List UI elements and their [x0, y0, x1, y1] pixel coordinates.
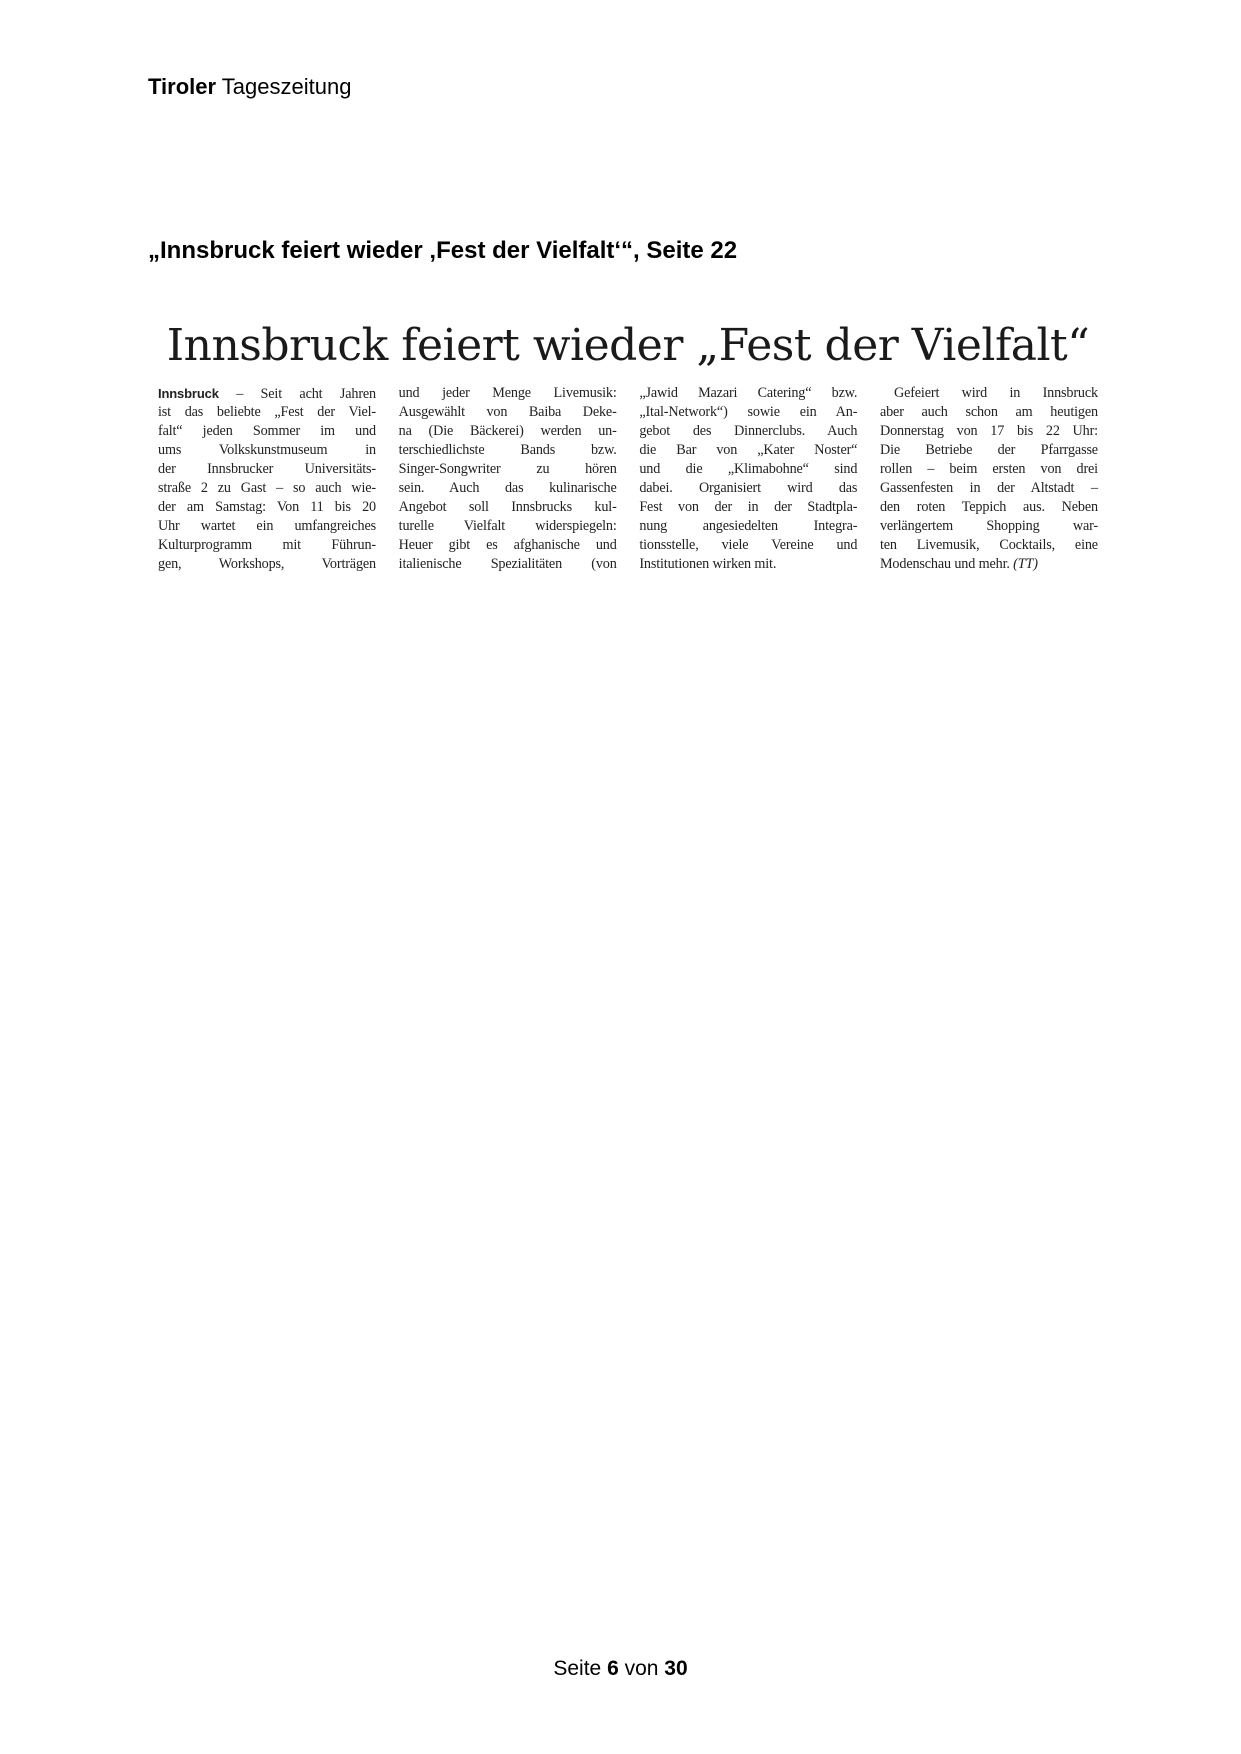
article-columns [158, 384, 1098, 574]
article-column-1 [158, 384, 376, 574]
text-line: der am Samstag: Von 11 bis 20 [158, 499, 376, 515]
article-reference: „Innsbruck feiert wieder ‚Fest der Vielfalt‘“, Seite 22 [148, 237, 738, 264]
text-line: „Jawid Mazari Catering“ bzw. [639, 385, 858, 401]
dateline: Innsbruck [158, 386, 219, 401]
newspaper-clipping [158, 318, 1098, 574]
text-line: falt“ jeden Sommer im und [158, 423, 376, 439]
text-line [880, 555, 1098, 574]
text-line: sein. Auch das kulinarische [398, 480, 617, 496]
text-line: Die Betriebe der Pfarrgasse [879, 442, 1098, 458]
text-line: turelle Vielfalt widerspiegeln: [398, 518, 617, 534]
text-line: der Innsbrucker Universitäts- [158, 461, 376, 477]
clipping-headline: Innsbruck feiert wieder „Fest der Vielfalt“ [166, 320, 1090, 371]
text-line: „Ital-Network“) sowie ein An- [639, 404, 858, 420]
text-line: Singer-Songwriter zu hören [398, 461, 617, 477]
article-column-3 [639, 384, 857, 574]
text-line: nung angesiedelten Integra- [639, 518, 858, 534]
text-line: ums Volkskunstmuseum in [158, 442, 376, 458]
text-line: rollen – beim ersten von drei [879, 461, 1098, 477]
publication-name-bold: Tiroler [148, 74, 217, 99]
text-line: Institutionen wirken mit. [639, 556, 777, 572]
text-line: Angebot soll Innsbrucks kul- [398, 499, 617, 515]
text-line: und die „Klimabohne“ sind [639, 461, 858, 477]
text-line: ten Livemusik, Cocktails, eine [879, 537, 1098, 553]
page-number [0, 1656, 1241, 1682]
text-line: gen, Workshops, Vorträgen [158, 556, 376, 572]
text-fragment: Modenschau und mehr. [879, 556, 1010, 572]
text-line: den roten Teppich aus. Neben [879, 499, 1098, 515]
text-line: straße 2 zu Gast – so auch wie- [158, 480, 376, 496]
text-line: Ausgewählt von Baiba Deke- [398, 404, 617, 420]
text-line: italienische Spezialitäten (von [398, 556, 617, 572]
text-line [158, 384, 376, 403]
page-separator: von [624, 1657, 659, 1680]
text-line: ist das beliebte „Fest der Viel- [158, 404, 376, 420]
text-line: tionsstelle, viele Vereine und [639, 537, 858, 553]
text-line: und jeder Menge Livemusik: [398, 385, 617, 401]
current-page: 6 [607, 1657, 619, 1680]
text-line: Uhr wartet ein umfangreiches [158, 518, 376, 534]
text-line: Gefeiert wird in Innsbruck [893, 385, 1098, 401]
text-line: Donnerstag von 17 bis 22 Uhr: [879, 423, 1098, 439]
total-pages: 30 [664, 1657, 688, 1680]
text-line: dabei. Organisiert wird das [639, 480, 858, 496]
page-prefix: Seite [553, 1657, 602, 1680]
article-column-4 [880, 384, 1098, 574]
publication-name [148, 74, 351, 100]
text-line: terschiedlichste Bands bzw. [398, 442, 617, 458]
source-tag: (TT) [1013, 556, 1038, 572]
text-line: verlängertem Shopping war- [879, 518, 1098, 534]
text-line: gebot des Dinnerclubs. Auch [639, 423, 858, 439]
text-line: Heuer gibt es afghanische und [398, 537, 617, 553]
text-line: na (Die Bäckerei) werden un- [398, 423, 617, 439]
publication-name-rest: Tageszeitung [221, 74, 352, 99]
text-line: die Bar von „Kater Noster“ [639, 442, 858, 458]
text-line: aber auch schon am heutigen [879, 404, 1098, 420]
text-line: Fest von der in der Stadtpla- [639, 499, 858, 515]
text-line: Kulturprogramm mit Führun- [158, 537, 376, 553]
text-line: Gassenfesten in der Altstadt – [879, 480, 1098, 496]
article-column-2 [399, 384, 617, 574]
text-fragment: – Seit acht Jahren [218, 386, 376, 402]
